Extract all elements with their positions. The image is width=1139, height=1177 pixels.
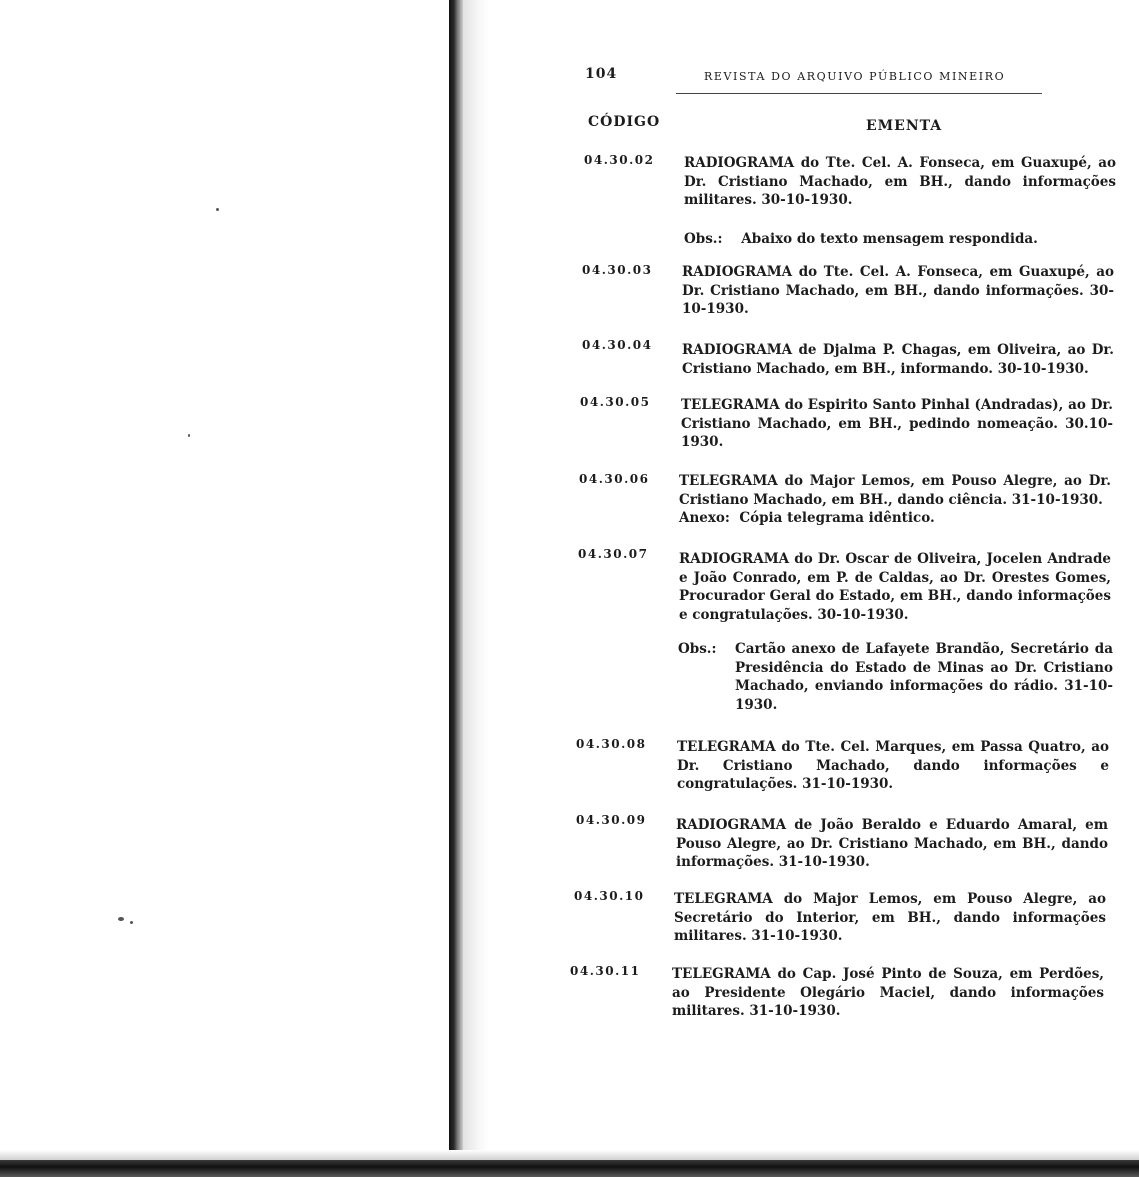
entry-code: 04.30.03 — [582, 263, 653, 277]
entry-code: 04.30.07 — [578, 547, 649, 561]
running-title: REVISTA DO ARQUIVO PÚBLICO MINEIRO — [704, 70, 1006, 83]
book-spine-shadow — [449, 0, 463, 1150]
entry-summary: RADIOGRAMA do Dr. Oscar de Oliveira, Jocelen Andrade e João Conrado, em P. de Caldas, ao Dr. Orestes Gomes, Procurador Geral do Estado, em BH., dando informações e congratulações. 30-10-1930. — [679, 551, 1111, 623]
entry-summary: RADIOGRAMA do Tte. Cel. A. Fonseca, em Guaxupé, ao Dr. Cristiano Machado, em BH., dando informações militares. 30-10-1930. — [684, 155, 1116, 208]
entry-code: 04.30.10 — [574, 889, 645, 903]
entry-code: 04.30.04 — [582, 338, 653, 352]
entry-code: 04.30.08 — [576, 737, 647, 751]
scan-speck — [130, 921, 133, 924]
column-header-summary: EMENTA — [866, 118, 943, 134]
column-header-code: CÓDIGO — [588, 114, 661, 130]
entry-summary-text: TELEGRAMA do Major Lemos, em Pouso Alegre, ao Dr. Cristiano Machado, em BH., dando ciência. 31-10-1930. — [679, 473, 1111, 508]
observation-label: Obs.: — [684, 231, 723, 247]
entry-code: 04.30.05 — [580, 395, 651, 409]
entry-summary: TELEGRAMA do Tte. Cel. Marques, em Passa Quatro, ao Dr. Cristiano Machado, dando informações e congratulações. 31-10-1930. — [677, 739, 1109, 792]
entry-annex — [679, 509, 1111, 528]
entry-observation — [684, 230, 1038, 249]
header-rule — [676, 93, 1042, 94]
entry-summary — [679, 472, 1111, 528]
scan-speck — [188, 434, 190, 437]
entry-summary: TELEGRAMA do Major Lemos, em Pouso Alegre, ao Secretário do Interior, em BH., dando informações militares. 31-10-1930. — [674, 891, 1106, 944]
scan-speck — [118, 917, 124, 921]
page-bottom-edge — [0, 1160, 1139, 1177]
entry-code: 04.30.09 — [576, 813, 647, 827]
annex-label: Anexo: — [679, 510, 730, 526]
scan-speck — [216, 208, 219, 211]
entry-summary: RADIOGRAMA de João Beraldo e Eduardo Amaral, em Pouso Alegre, ao Dr. Cristiano Machado, em BH., dando informações. 31-10-1930. — [676, 817, 1108, 870]
page-bottom-gap — [0, 1150, 1139, 1160]
entry-code: 04.30.02 — [584, 153, 655, 167]
entry-code: 04.30.11 — [570, 964, 641, 978]
entry-summary: TELEGRAMA do Cap. José Pinto de Souza, em Perdões, ao Presidente Olegário Maciel, dando informações militares. 31-10-1930. — [672, 966, 1104, 1019]
annex-text: Cópia telegrama idêntico. — [739, 510, 935, 526]
entry-summary: TELEGRAMA do Espirito Santo Pinhal (Andradas), ao Dr. Cristiano Machado, em BH., pedindo nomeação. 30.10-1930. — [681, 397, 1113, 450]
page-number: 104 — [585, 66, 618, 82]
observation-text: Abaixo do texto mensagem respondida. — [741, 231, 1038, 247]
spine-gradient — [463, 0, 489, 1150]
observation-label: Obs.: — [678, 641, 717, 657]
entry-summary: RADIOGRAMA do Tte. Cel. A. Fonseca, em Guaxupé, ao Dr. Cristiano Machado, em BH., dando informações. 30-10-1930. — [682, 264, 1114, 317]
observation-text: Cartão anexo de Lafayete Brandão, Secretário da Presidência do Estado de Minas ao Dr. Cristiano Machado, enviando informações do rádio. 31-10-1930. — [735, 641, 1113, 713]
entry-summary: RADIOGRAMA de Djalma P. Chagas, em Oliveira, ao Dr. Cristiano Machado, em BH., informando. 30-10-1930. — [682, 342, 1114, 377]
entry-observation — [678, 640, 1113, 732]
entry-code: 04.30.06 — [579, 472, 650, 486]
